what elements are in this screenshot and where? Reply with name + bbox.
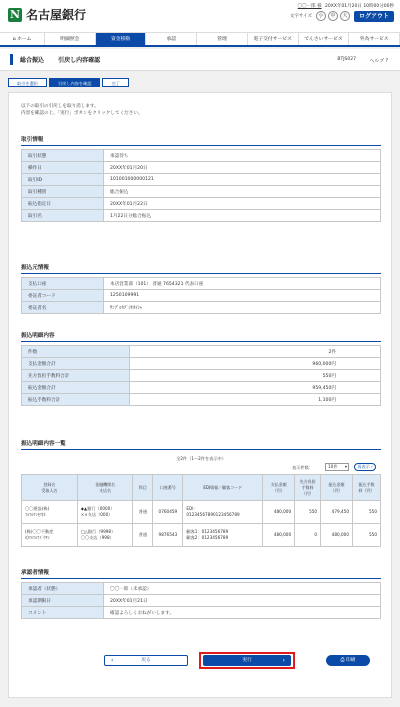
intro-line-2: 内容を確認の上、「実行」ボタンをクリックしてください。 xyxy=(21,111,143,116)
user-name[interactable]: 〇〇一郎 様 xyxy=(297,4,322,9)
reg-name: (株)〇〇不動産 xyxy=(25,529,54,534)
table-row xyxy=(22,501,381,524)
field-value: 20XX年01月21日 xyxy=(104,595,381,607)
summary-table xyxy=(21,345,381,406)
field-value: 〇〇一郎（未承認） xyxy=(104,583,381,595)
field-value: 総合振込 xyxy=(104,186,381,198)
table-row xyxy=(22,370,381,382)
field-label: 先方負担手数料合計 xyxy=(22,370,130,382)
section-divider xyxy=(21,145,381,146)
table-row xyxy=(22,150,381,162)
intro-text xyxy=(21,103,143,117)
cell-type: 普通 xyxy=(133,501,153,524)
table-row xyxy=(22,607,381,619)
section-divider xyxy=(21,449,381,450)
field-label: 件数 xyxy=(22,346,130,358)
logout-button[interactable]: ログアウト xyxy=(354,11,394,22)
field-label: 承認者（状態） xyxy=(22,583,104,595)
nav-forex[interactable]: 外為サービス xyxy=(349,33,400,45)
cell-name xyxy=(22,524,78,547)
bank-name: ◆▲銀行（0000） xyxy=(80,506,115,511)
field-label: 操作日 xyxy=(22,162,104,174)
global-nav xyxy=(0,32,400,47)
field-label: 委託者コード xyxy=(22,290,104,302)
field-value: 2件 xyxy=(130,346,381,358)
field-label: 支払金額合計 xyxy=(22,358,130,370)
nav-statements[interactable]: 明細照会 xyxy=(45,33,96,45)
table-row xyxy=(22,302,381,314)
source-info-title: 振込元情報 xyxy=(21,265,49,271)
edi-line-2: 顧客2：0123456789 xyxy=(186,535,229,540)
nav-fund-transfer[interactable]: 資金移動 xyxy=(96,33,147,45)
chevron-right-icon: › xyxy=(282,657,285,664)
help-label: ヘルプ xyxy=(369,59,384,64)
print-label: 印刷 xyxy=(345,658,356,663)
col-header-type: 科目 xyxy=(133,475,153,501)
section-divider xyxy=(21,273,381,274)
table-row xyxy=(22,174,381,186)
title-accent xyxy=(10,54,13,65)
col-header-transfer: 振込金額 （円） xyxy=(321,475,353,501)
font-size-label: 文字サイズ xyxy=(289,14,312,19)
cell-transfer: 479,450 xyxy=(321,501,353,524)
per-page-value: 10件 xyxy=(328,464,338,469)
cell-fee-other: 550 xyxy=(295,501,321,524)
col-header-fee: 振込手数 料（円） xyxy=(353,475,381,501)
bank-logo-icon: N xyxy=(9,7,21,21)
payee-name: ﾏﾙﾏﾙｹﾝｾﾂ(ｶ xyxy=(25,512,46,517)
step-select: 取引を選択 xyxy=(8,78,47,87)
field-label: 取引名 xyxy=(22,210,104,222)
reg-name: 〇〇建設(株) xyxy=(25,506,50,511)
table-row xyxy=(22,278,381,290)
font-size-large-button[interactable]: 大 xyxy=(340,11,350,21)
cell-pay: 480,000 xyxy=(263,501,295,524)
col-header-account: 口座番号 xyxy=(153,475,183,501)
field-label: 取引状態 xyxy=(22,150,104,162)
cell-bank xyxy=(77,524,133,547)
chevron-right-icon: › xyxy=(371,464,373,469)
field-label: コメント xyxy=(22,607,104,619)
approver-info-title: 承認者情報 xyxy=(21,570,49,576)
page-title-main: 総合振込 xyxy=(20,57,45,64)
approver-info-table xyxy=(21,582,381,619)
execute-label: 実行 xyxy=(242,658,252,663)
font-size-small-button[interactable]: 小 xyxy=(316,11,326,21)
result-count: 全2件（1～2件を表示中） xyxy=(176,456,226,461)
table-row xyxy=(22,595,381,607)
cell-type: 普通 xyxy=(133,524,153,547)
redisplay-label: 再表示 xyxy=(357,464,370,469)
field-value: 1250109991 xyxy=(104,290,381,302)
field-value: 20XX年01月22日 xyxy=(104,198,381,210)
payee-name: ｶ)ﾏﾙﾏﾙﾌﾄﾞｳｻﾝ xyxy=(25,535,50,540)
col-header-name: 登録名 受取人名 xyxy=(22,475,78,501)
last-login: 20XX年01月20日 10時00分00秒 xyxy=(325,4,394,9)
step-indicator xyxy=(8,78,131,87)
transaction-info-title: 取引情報 xyxy=(21,137,44,143)
nav-densai[interactable]: でんさいサービス xyxy=(299,33,350,45)
cell-transfer: 480,000 xyxy=(321,524,353,547)
execute-button[interactable] xyxy=(203,655,291,666)
field-value: 550円 xyxy=(130,370,381,382)
table-row xyxy=(22,382,381,394)
nav-home[interactable]: ⌂ ホーム xyxy=(0,33,45,45)
table-row xyxy=(22,290,381,302)
bank-name: □△銀行（9998） xyxy=(80,529,116,534)
field-value: 承認待ち xyxy=(104,150,381,162)
field-value: ｻﾝﾌﾟﾙｶﾌﾞｼｷｶｲｼｬ xyxy=(104,302,381,314)
bank-name: 名古屋銀行 xyxy=(26,8,87,22)
table-row xyxy=(22,583,381,595)
col-header-bank: 金融機関名 支店名 xyxy=(77,475,133,501)
cell-edi xyxy=(183,524,263,547)
redisplay-button[interactable] xyxy=(354,463,376,471)
cell-pay: 480,000 xyxy=(263,524,295,547)
field-value: 959,450円 xyxy=(130,382,381,394)
field-label: 振込金額合計 xyxy=(22,382,130,394)
field-label: 振込指定日 xyxy=(22,198,104,210)
content-panel xyxy=(8,92,392,698)
table-row xyxy=(22,394,381,406)
cell-bank xyxy=(77,501,133,524)
field-value: 本店営業部（101） 普通 7654321 代表口座 xyxy=(104,278,381,290)
table-row xyxy=(22,358,381,370)
page-title-sub: 引戻し内容確認 xyxy=(58,57,101,64)
section-divider xyxy=(21,578,381,579)
table-header-row xyxy=(22,475,381,501)
user-info xyxy=(298,3,394,9)
header xyxy=(0,0,400,32)
field-label: 取引ID xyxy=(22,174,104,186)
cell-fee: 550 xyxy=(353,524,381,547)
back-label: 戻る xyxy=(141,658,151,663)
detail-list-title: 振込明細内容一覧 xyxy=(21,441,66,447)
field-label: 支払口座 xyxy=(22,278,104,290)
edi-line-1: 顧客1：0123456789 xyxy=(186,529,229,534)
cell-fee: 550 xyxy=(353,501,381,524)
field-value: 960,000円 xyxy=(130,358,381,370)
step-confirm: 引戻し内容を確認 xyxy=(49,78,101,87)
nav-approval[interactable]: 承認 xyxy=(146,33,197,45)
page-title-bar xyxy=(0,49,400,71)
table-row xyxy=(22,162,381,174)
per-page-label: 表示件数： xyxy=(292,465,313,470)
table-row xyxy=(22,346,381,358)
nav-home-label: ホーム xyxy=(17,37,32,42)
field-label: 振込手数料合計 xyxy=(22,394,130,406)
source-info-table xyxy=(21,277,381,314)
field-value: 1月22日分総合振込 xyxy=(104,210,381,222)
cell-fee-other: 0 xyxy=(295,524,321,547)
field-value: 1,100円 xyxy=(130,394,381,406)
table-row xyxy=(22,186,381,198)
intro-line-1: 以下の取引の引戻しを取り消します。 xyxy=(21,104,99,109)
field-value: 101001000000121 xyxy=(104,174,381,186)
branch-name: 〇〇支店（998） xyxy=(80,535,114,540)
summary-title: 振込明細内容 xyxy=(21,333,55,339)
back-button[interactable] xyxy=(104,655,188,666)
col-header-pay: 支払金額 （円） xyxy=(263,475,295,501)
nav-management[interactable]: 管理 xyxy=(197,33,248,45)
field-value: 20XX年01月20日 xyxy=(104,162,381,174)
bank-logo[interactable] xyxy=(8,6,86,23)
edi-line-2: 01234567890123456789 xyxy=(186,512,240,517)
page-title xyxy=(20,55,100,64)
table-row xyxy=(22,198,381,210)
field-value: 確認よろしくおねがいします。 xyxy=(104,607,381,619)
chevron-down-icon: ▾ xyxy=(344,464,347,469)
help-icon: ? xyxy=(385,59,388,64)
help-link[interactable] xyxy=(370,57,388,64)
chevron-left-icon: ‹ xyxy=(111,657,114,664)
printer-icon: ⎙ xyxy=(340,658,345,663)
per-page-select[interactable] xyxy=(325,463,349,471)
cell-edi xyxy=(183,501,263,524)
cell-account: 9876543 xyxy=(153,524,183,547)
font-size-medium-button[interactable]: 中 xyxy=(328,11,338,21)
cell-account: 0760459 xyxy=(153,501,183,524)
field-label: 取引種別 xyxy=(22,186,104,198)
field-label: 委託者名 xyxy=(22,302,104,314)
col-header-fee-other: 先方負担 手数料 （円） xyxy=(295,475,321,501)
detail-table xyxy=(21,474,381,547)
table-row xyxy=(22,524,381,547)
section-divider xyxy=(21,341,381,342)
field-label: 承認期限日 xyxy=(22,595,104,607)
cell-name xyxy=(22,501,78,524)
edi-line-1: EDI： xyxy=(186,506,198,511)
step-complete: 完了 xyxy=(102,78,128,87)
screen-id: BTJS027 xyxy=(337,57,356,62)
table-row xyxy=(22,210,381,222)
nav-e-delivery[interactable]: 電子交付サービス xyxy=(248,33,299,45)
col-header-edi: EDI情報／顧客コード xyxy=(183,475,263,501)
branch-name: ××支店（000） xyxy=(80,512,113,517)
transaction-info-table xyxy=(21,149,381,222)
print-button[interactable] xyxy=(326,655,370,666)
